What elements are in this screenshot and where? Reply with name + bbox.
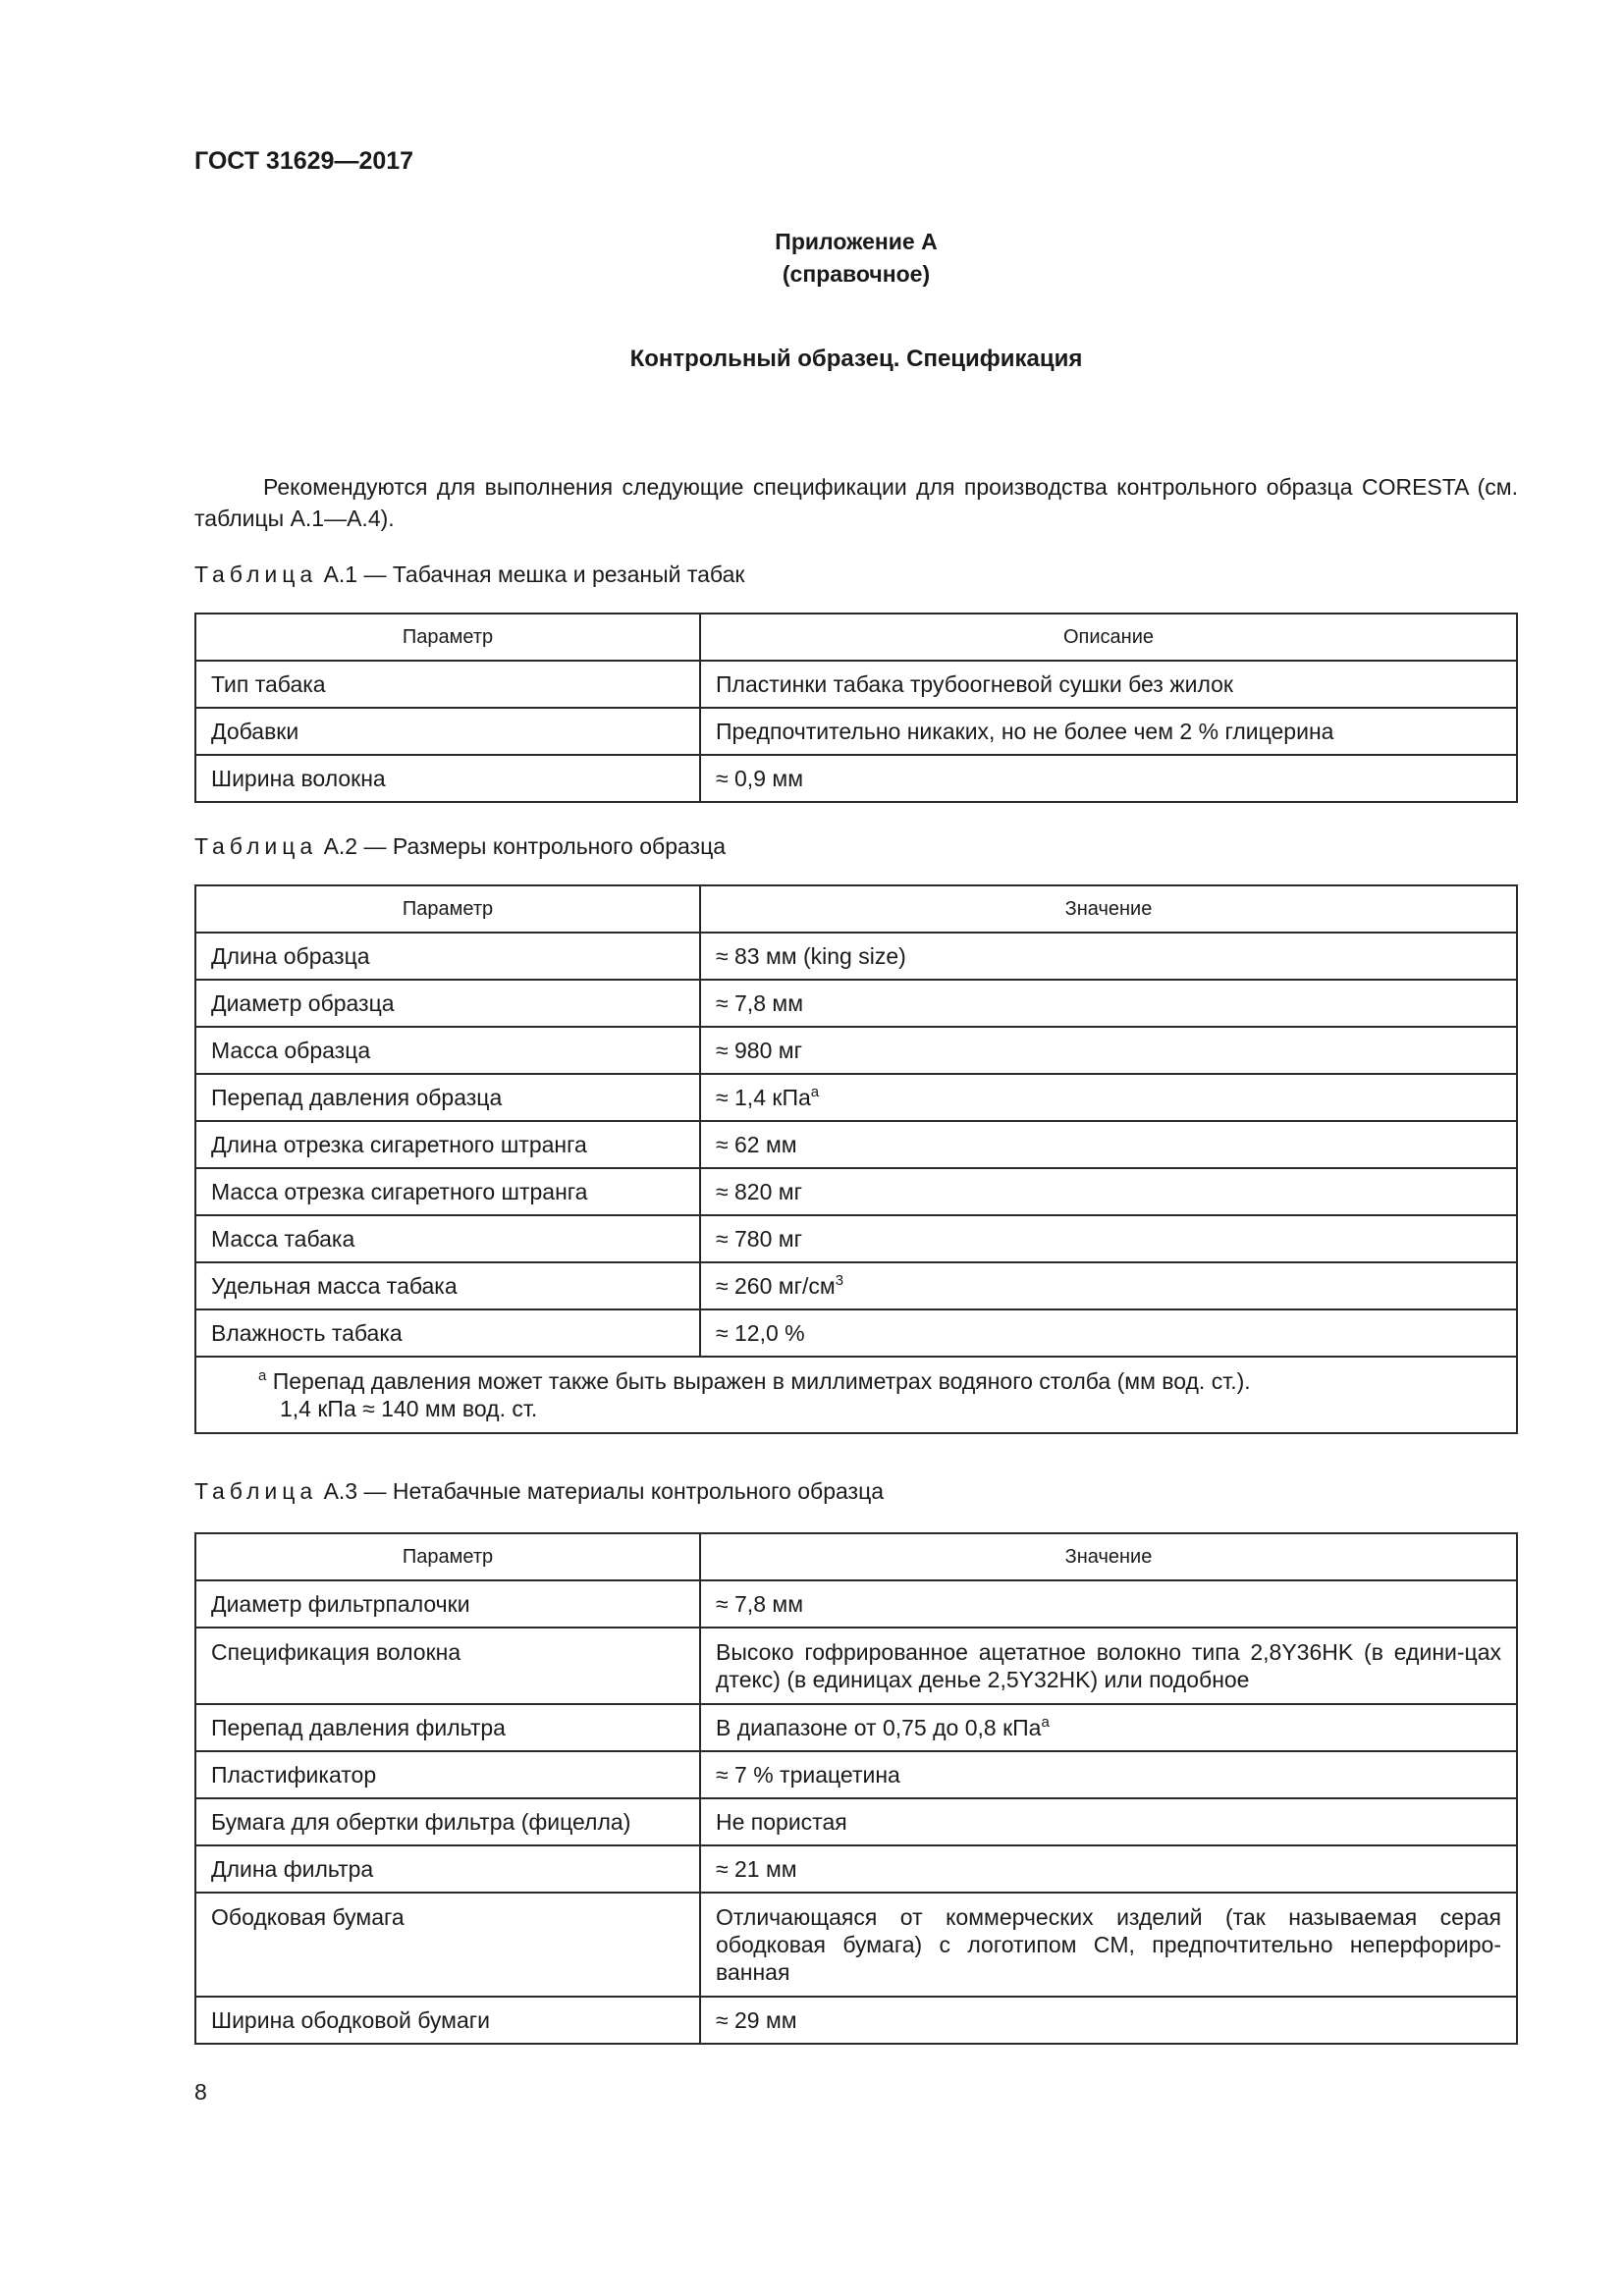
footnote-mark: a [258,1367,267,1384]
column-header: Значение [700,885,1517,933]
value-cell: ≈ 7,8 мм [700,980,1517,1027]
table-row [195,1121,1517,1168]
footnote-line-1 [258,1367,1501,1395]
parameter-cell: Диаметр фильтрпалочки [195,1580,700,1628]
table-row [195,661,1517,708]
table-a2-caption-text: А.2 — Размеры контрольного образца [323,833,727,859]
table-row [195,708,1517,755]
parameter-cell: Перепад давления фильтра [195,1704,700,1751]
value-cell: Предпочтительно никаких, но не более чем 2 % глицерина [700,708,1517,755]
table-row [195,1215,1517,1262]
column-header: Параметр [195,885,700,933]
footnote-mark: a [1041,1714,1050,1731]
table-a1 [194,613,1518,803]
parameter-cell: Ширина волокна [195,755,700,802]
table-header-row [195,1533,1517,1580]
value-cell: ≈ 7 % триацетина [700,1751,1517,1798]
table-footnote-row [195,1357,1517,1433]
table-row [195,1309,1517,1357]
value-cell: ≈ 820 мг [700,1168,1517,1215]
table-row [195,755,1517,802]
table-row [195,1074,1517,1121]
table-a2 [194,884,1518,1434]
parameter-cell: Ширина ободковой бумаги [195,1997,700,2044]
parameter-cell: Пластификатор [195,1751,700,1798]
table-a2-caption [194,833,726,860]
value-cell [700,1074,1517,1121]
table-header-row [195,885,1517,933]
parameter-cell: Перепад давления образца [195,1074,700,1121]
annex-type: (справочное) [782,261,931,287]
table-a1-caption-text: А.1 — Табачная мешка и резаный табак [323,561,745,587]
parameter-cell: Бумага для обертки фильтра (фицелла) [195,1798,700,1845]
value-cell: ≈ 980 мг [700,1027,1517,1074]
table-row [195,980,1517,1027]
section-title: Контрольный образец. Спецификация [629,346,1083,372]
value-cell: ≈ 62 мм [700,1121,1517,1168]
document-header: ГОСТ 31629—2017 [194,147,414,175]
page-number: 8 [194,2079,207,2105]
parameter-cell: Тип табака [195,661,700,708]
parameter-cell: Диаметр образца [195,980,700,1027]
table-header-row [195,614,1517,661]
value-cell: Пластинки табака трубоогневой сушки без жилок [700,661,1517,708]
column-header: Параметр [195,1533,700,1580]
annex-title: Приложение А [775,229,938,254]
value-cell: ≈ 780 мг [700,1215,1517,1262]
footnote-text: Перепад давления может также быть выражен в миллиметрах водяного столба (мм вод. ст.). [272,1368,1251,1394]
value-cell: Не пористая [700,1798,1517,1845]
table-row [195,1704,1517,1751]
parameter-cell: Длина отрезка сигаретного штранга [195,1121,700,1168]
table-a3-caption-text: А.3 — Нетабачные материалы контрольного образца [323,1478,885,1504]
value-text: ≈ 260 мг/см [716,1273,836,1299]
value-cell: ≈ 0,9 мм [700,755,1517,802]
column-header: Описание [700,614,1517,661]
table-word: Таблица [194,833,318,859]
annex-heading [194,226,1518,291]
value-cell: ≈ 21 мм [700,1845,1517,1893]
value-cell [700,1262,1517,1309]
table-word: Таблица [194,1478,318,1504]
intro-paragraph: Рекомендуются для выполнения следующие спецификации для производства контрольного образца CORESTA (см. таблицы А.1—А.4). [194,474,1518,531]
parameter-cell: Масса табака [195,1215,700,1262]
value-cell: Отличающаяся от коммерческих изделий (так называемая серая ободковая бумага) с логотипом CM, предпочтительно неперфориро-ванная [700,1893,1517,1997]
table-row [195,1893,1517,1997]
superscript-3: 3 [835,1272,844,1289]
value-cell: ≈ 12,0 % [700,1309,1517,1357]
column-header: Значение [700,1533,1517,1580]
table-a3-caption [194,1478,884,1505]
parameter-cell: Ободковая бумага [195,1893,700,1997]
parameter-cell: Масса отрезка сигаретного штранга [195,1168,700,1215]
column-header: Параметр [195,614,700,661]
table-row [195,1798,1517,1845]
parameter-cell: Удельная масса табака [195,1262,700,1309]
parameter-cell: Влажность табака [195,1309,700,1357]
parameter-cell: Добавки [195,708,700,755]
table-word: Таблица [194,561,318,587]
table-row [195,1580,1517,1628]
table-footnote [195,1357,1517,1433]
table-row [195,1997,1517,2044]
table-a1-caption [194,561,744,588]
footnote-line-2: 1,4 кПа ≈ 140 мм вод. ст. [280,1396,538,1421]
table-row [195,1628,1517,1704]
table-row [195,1027,1517,1074]
parameter-cell: Масса образца [195,1027,700,1074]
table-row [195,1262,1517,1309]
parameter-cell: Длина фильтра [195,1845,700,1893]
parameter-cell: Спецификация волокна [195,1628,700,1704]
value-cell: ≈ 7,8 мм [700,1580,1517,1628]
value-cell: Высоко гофрированное ацетатное волокно типа 2,8Y36HK (в едини-цах дтекс) (в единицах денье 2,5Y32HK) или подобное [700,1628,1517,1704]
table-row [195,1751,1517,1798]
value-cell [700,1704,1517,1751]
footnote-mark: a [810,1084,820,1100]
value-text: В диапазоне от 0,75 до 0,8 кПа [716,1715,1042,1740]
value-cell: ≈ 83 мм (king size) [700,933,1517,980]
table-row [195,1845,1517,1893]
table-row [195,933,1517,980]
value-cell: ≈ 29 мм [700,1997,1517,2044]
table-row [195,1168,1517,1215]
value-text: ≈ 1,4 кПа [716,1085,811,1110]
table-a3 [194,1532,1518,2045]
parameter-cell: Длина образца [195,933,700,980]
